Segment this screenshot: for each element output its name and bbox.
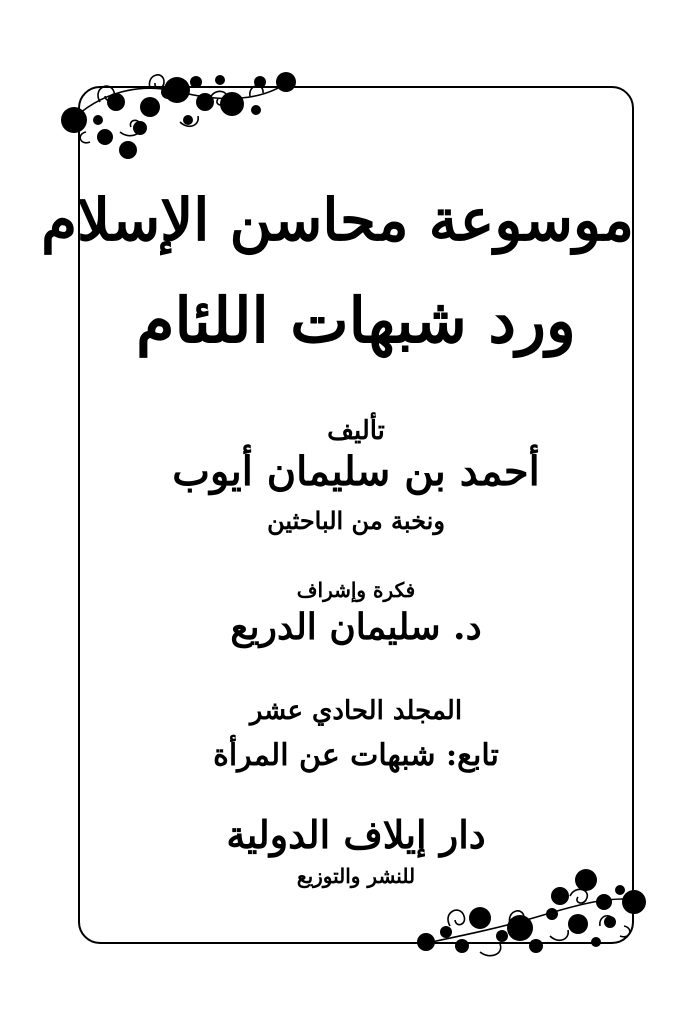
co-authors: ونخبة من الباحثين [267,506,445,535]
floral-ornament-top-left-icon [60,62,300,162]
cover-content [41,86,634,944]
author-label: تأليف [327,416,385,446]
author-name: أحمد بن سليمان أيوب [172,448,540,495]
title-line-2: ورد شبهات اللئام [136,284,576,357]
volume-subject: تابع: شبهات عن المرأة [213,738,499,773]
title-line-1: موسوعة محاسن الإسلام [41,186,634,254]
publisher-subtitle: للنشر والتوزيع [296,864,416,888]
volume-number: المجلد الحادي عشر [249,696,463,726]
supervisor-name: د. سليمان الدريع [230,606,482,648]
idea-supervision-label: فكرة وإشراف [296,578,416,602]
floral-ornament-bottom-right-icon [410,866,650,966]
publisher-name: دار إيلاف الدولية [226,812,486,857]
